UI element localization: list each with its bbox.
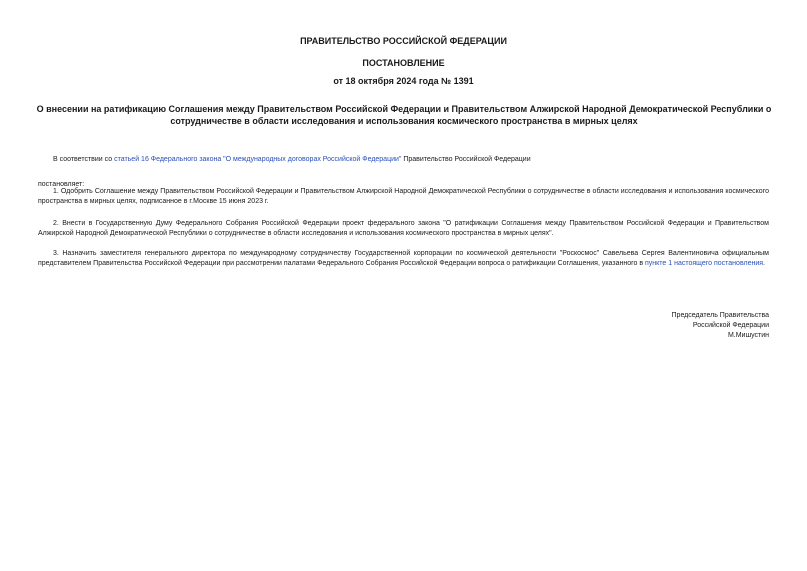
law-article-link[interactable]: статьей 16 Федерального закона "О международных договорах Российской Федерации" — [114, 156, 402, 163]
item-3-text-before: 3. Назначить заместителя генерального директора по международному сотрудничеству Государственной корпорации по космической деятельности "Роскосмос" Савельева Сергея Валентиновича официальным представителем Правительства Российской Федерации при рассмотрении палатами Федерального Собрания Российской Федерации вопроса о ратификации Соглашения, указанного в — [38, 250, 769, 267]
date-number-heading: от 18 октября 2024 года № 1391 — [333, 76, 474, 86]
document-type-heading: ПОСТАНОВЛЕНИЕ — [362, 58, 445, 68]
item-2-paragraph — [38, 219, 769, 239]
intro-text-after: Правительство Российской Федерации — [401, 156, 531, 163]
intro-text-before: В соответствии со — [53, 156, 115, 163]
item-3-text-after: . — [763, 260, 765, 267]
document-title: О внесении на ратификацию Соглашения между Правительством Российской Федерации и Правительством Алжирской Народной Демократической Республики о сотрудничестве в области исследования и использования космического пространства в мирных целях — [36, 104, 772, 126]
item-1-text: 1. Одобрить Соглашение между Правительством Российской Федерации и Правительством Алжирской Народной Демократической Республики о сотрудничестве в области исследования и использования космического пространства в мирных целях, подписанное в г.Москве 15 июня 2023 г. — [38, 188, 769, 205]
intro-paragraph — [38, 155, 769, 165]
postanovlyaet-label: постановляет: — [38, 181, 85, 188]
item-1-paragraph — [38, 187, 769, 207]
item-3-paragraph — [38, 249, 769, 269]
item-1-reference-link[interactable]: пункте 1 настоящего постановления — [645, 260, 764, 267]
signature-organization: Российской Федерации — [692, 322, 769, 329]
government-heading: ПРАВИТЕЛЬСТВО РОССИЙСКОЙ ФЕДЕРАЦИИ — [300, 36, 507, 46]
signature-position: Председатель Правительства — [671, 312, 769, 319]
item-2-text: 2. Внести в Государственную Думу Федерального Собрания Российской Федерации проект федерального закона "О ратификации Соглашения между Правительством Российской Федерации и Правительством Алжирской Народной Демократической Республики о сотрудничестве в области исследования и использования космического пространства в мирных целях". — [38, 220, 769, 237]
signature-name: М.Мишустин — [727, 332, 769, 339]
